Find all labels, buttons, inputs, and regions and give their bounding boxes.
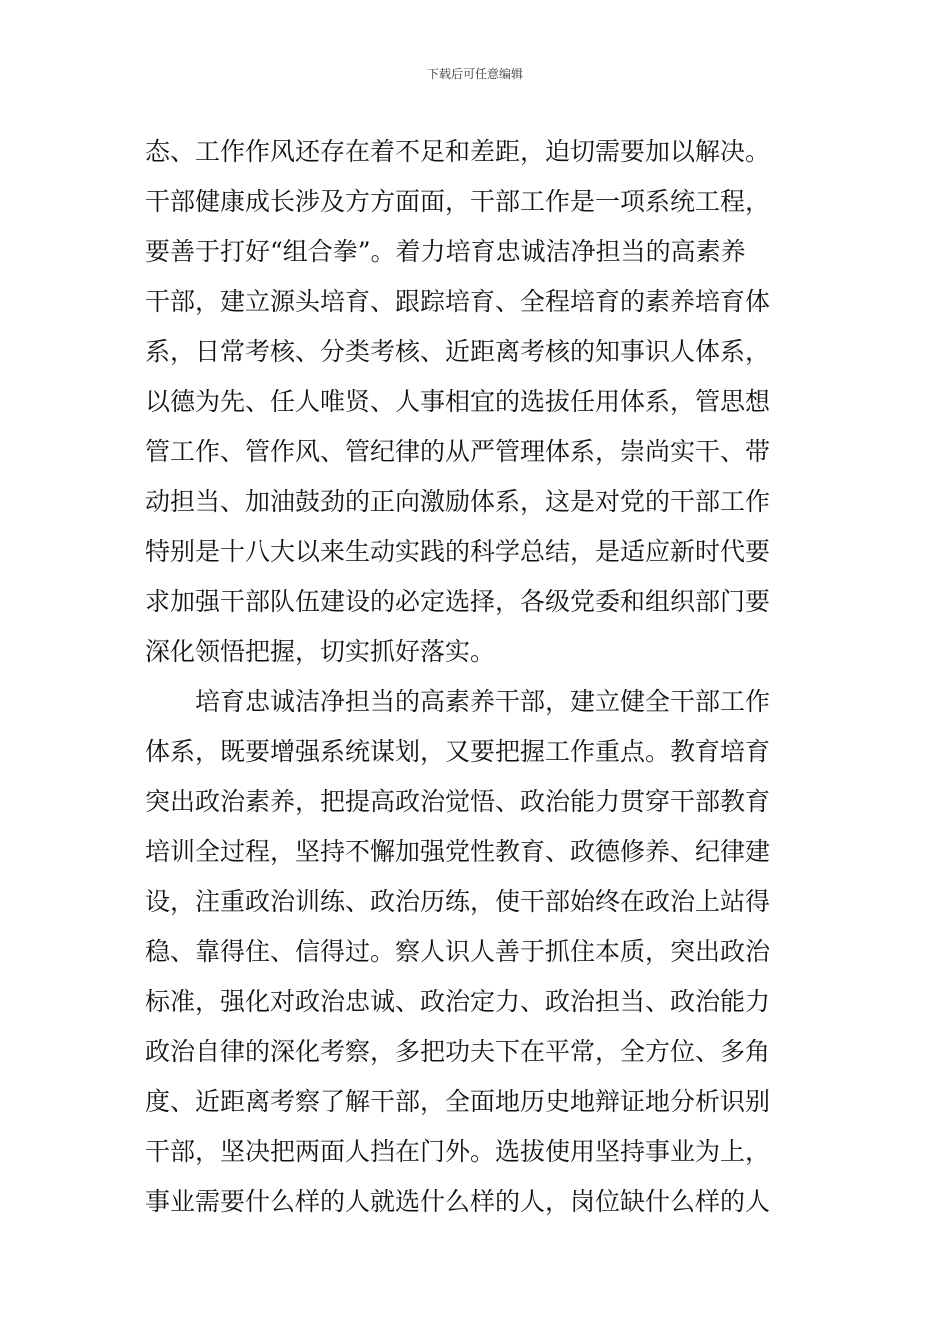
text-line: 政治自律的深化考察，多把功夫下在平常，全方位、多角 [145, 1037, 771, 1066]
text-line: 干部健康成长涉及方方面面，干部工作是一项系统工程， [145, 187, 771, 216]
text-line: 培育忠诚洁净担当的高素养干部，建立健全干部工作 [195, 687, 771, 716]
text-line: 事业需要什么样的人就选什么样的人，岗位缺什么样的人 [145, 1187, 771, 1216]
page-header: 下载后可任意编辑 [426, 67, 523, 81]
text-line: 深化领悟把握，切实抓好落实。 [145, 637, 496, 666]
text-line: 特别是十八大以来生动实践的科学总结，是适应新时代要 [145, 537, 771, 566]
text-line: 求加强干部队伍建设的必定选择，各级党委和组织部门要 [145, 587, 771, 616]
text-line: 标准，强化对政治忠诚、政治定力、政治担当、政治能力 [145, 987, 771, 1016]
text-line: 干部，建立源头培育、跟踪培育、全程培育的素养培育体 [145, 287, 771, 316]
text-line: 度、近距离考察了解干部，全面地历史地辩证地分析识别 [145, 1087, 771, 1116]
text-line: 稳、靠得住、信得过。察人识人善于抓住本质，突出政治 [145, 937, 771, 966]
text-line: 培训全过程，坚持不懈加强党性教育、政德修养、纪律建 [145, 837, 771, 866]
text-line: 设，注重政治训练、政治历练，使干部始终在政治上站得 [145, 887, 771, 916]
text-line: 突出政治素养，把提高政治觉悟、政治能力贯穿干部教育 [145, 787, 771, 816]
text-line: 管工作、管作风、管纪律的从严管理体系，崇尚实干、带 [145, 437, 771, 466]
text-line: 以德为先、任人唯贤、人事相宜的选拔任用体系，管思想 [145, 387, 771, 416]
text-line: 要善于打好“组合拳”。着力培育忠诚洁净担当的高素养 [145, 237, 746, 266]
body-text [145, 127, 807, 1227]
text-line: 干部，坚决把两面人挡在门外。选拔使用坚持事业为上， [145, 1137, 771, 1166]
text-line: 态、工作作风还存在着不足和差距，迫切需要加以解决。 [145, 137, 771, 166]
text-line: 体系，既要增强系统谋划，又要把握工作重点。教育培育 [145, 737, 771, 766]
text-line: 动担当、加油鼓劲的正向激励体系，这是对党的干部工作 [145, 487, 771, 516]
text-line: 系，日常考核、分类考核、近距离考核的知事识人体系， [145, 337, 771, 366]
